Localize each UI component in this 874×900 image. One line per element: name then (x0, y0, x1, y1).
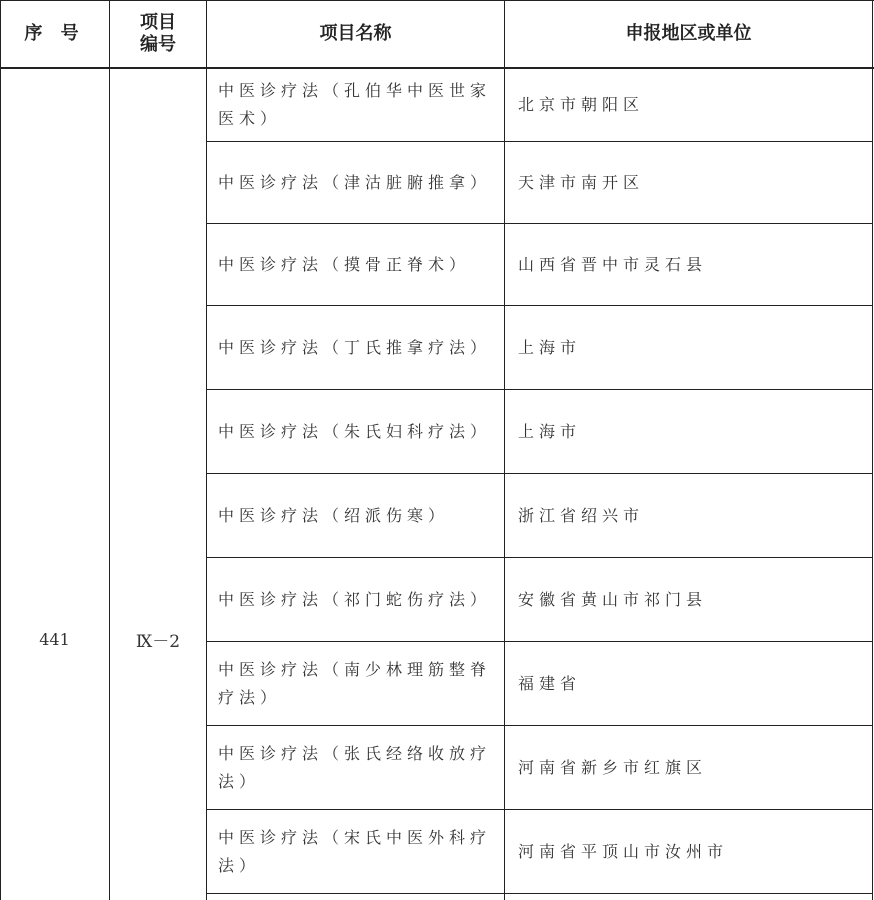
table-row-region: 安徽省黄山市祁门县 (518, 589, 708, 609)
table-row-name: 中医诊疗法（绍派伤寒） (218, 505, 450, 525)
table-row-name: 中医诊疗法（津沽脏腑推拿） (218, 172, 492, 192)
table-row-name: 中医诊疗法（摸骨正脊术） (218, 254, 471, 274)
table-row-region: 河南省平顶山市汝州市 (518, 841, 729, 861)
table-row-region: 浙江省绍兴市 (518, 505, 645, 525)
row-divider (206, 893, 873, 894)
table-row-name: 中医诊疗法（孔伯华中医世家医术） (218, 81, 492, 128)
header-region: 申报地区或单位 (625, 22, 752, 44)
table-row-region: 天津市南开区 (518, 172, 645, 192)
table-row-region: 上海市 (518, 421, 582, 441)
header-code-line1: 项目 (140, 11, 176, 33)
table-row-name: 中医诊疗法（丁氏推拿疗法） (218, 337, 492, 357)
table-row-region: 上海市 (518, 337, 582, 357)
table-row-name: 中医诊疗法（祁门蛇伤疗法） (218, 589, 492, 609)
header-code-line2: 编号 (140, 33, 176, 55)
table-row-name: 中医诊疗法（朱氏妇科疗法） (218, 421, 492, 441)
table-row-region: 河南省新乡市红旗区 (518, 757, 708, 777)
table-row-region: 北京市朝阳区 (518, 95, 645, 114)
header-seq: 序 号 (24, 22, 85, 44)
table-row-region: 福建省 (518, 673, 582, 693)
header-project-code (110, 0, 206, 67)
table-right-border (872, 0, 873, 900)
seq-number-cell: 441 (39, 630, 70, 649)
header-project-name: 项目名称 (319, 22, 392, 44)
project-code-cell: Ⅸ－2 (135, 632, 181, 652)
table-row-region: 山西省晋中市灵石县 (518, 254, 708, 274)
table-row-name: 中医诊疗法（张氏经络收放疗法） (218, 743, 492, 791)
table-row-name: 中医诊疗法（宋氏中医外科疗法） (218, 827, 492, 875)
table-row-name: 中医诊疗法（南少林理筋整脊疗法） (218, 659, 492, 707)
